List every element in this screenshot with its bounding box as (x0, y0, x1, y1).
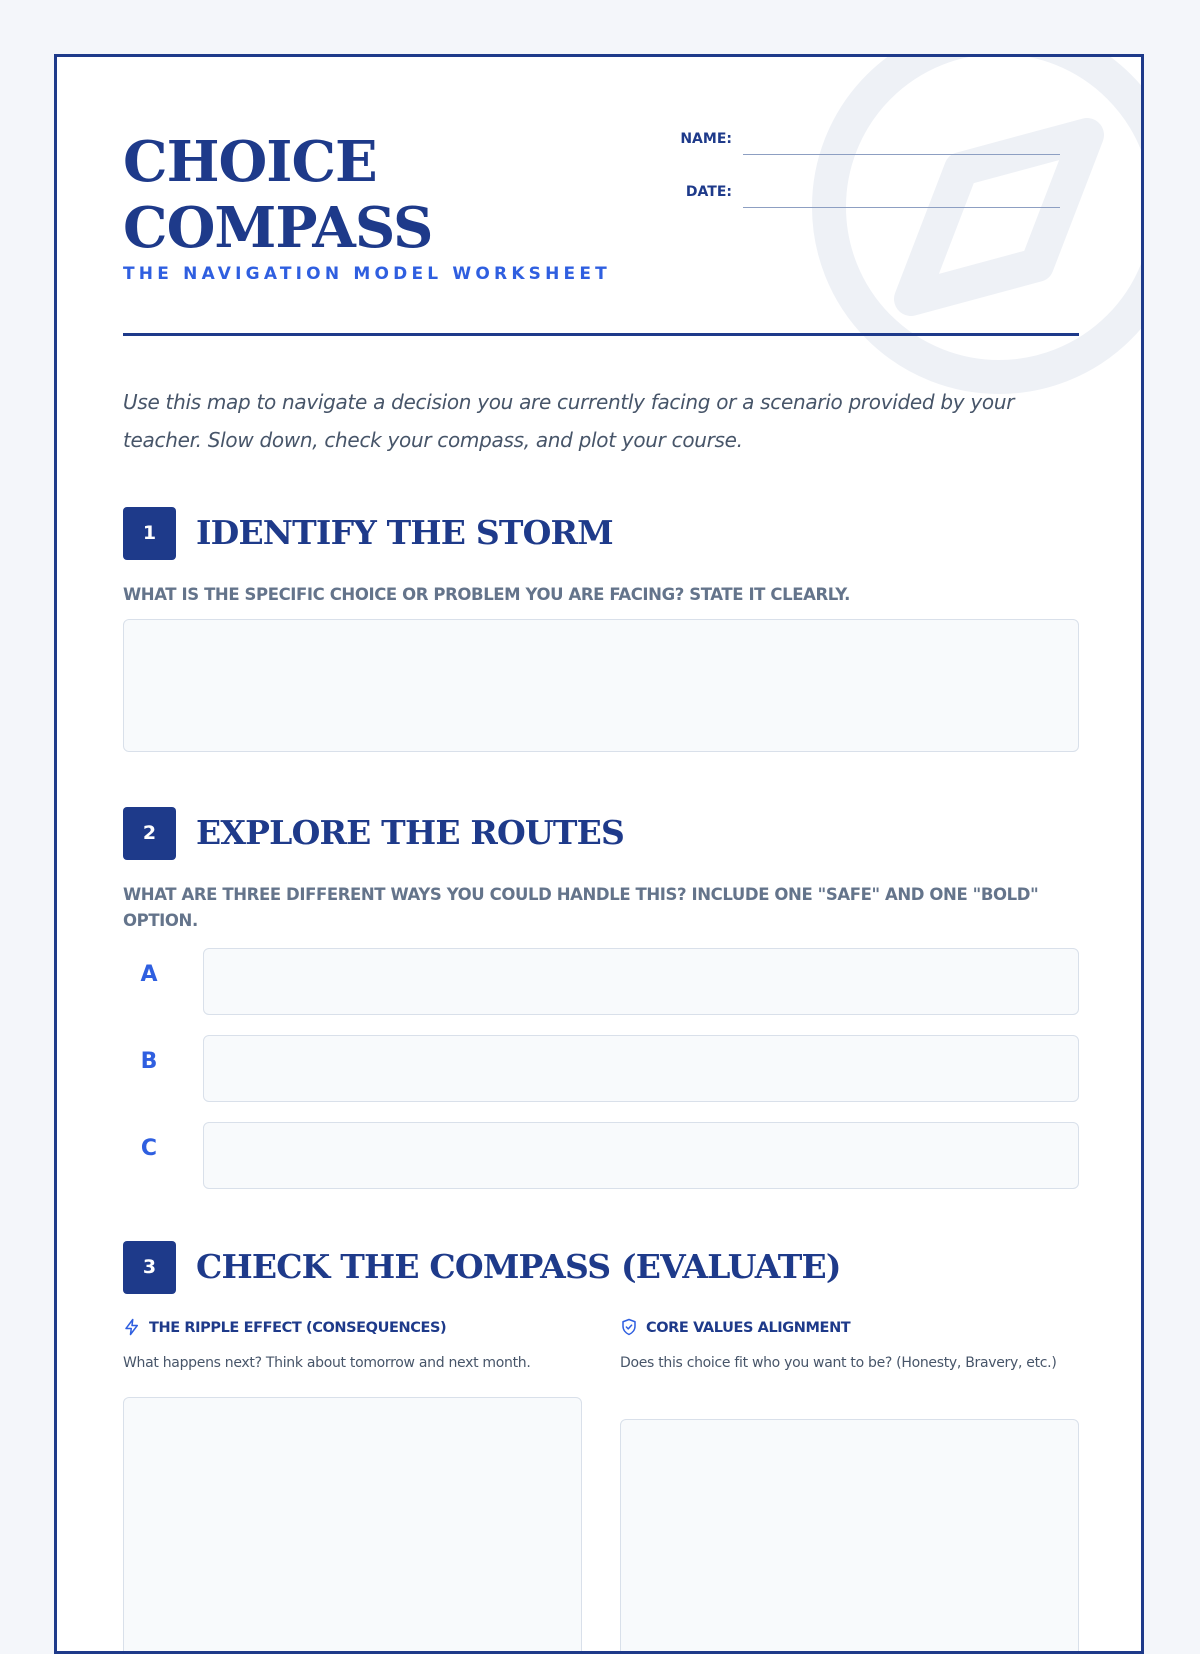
storm-answer-box[interactable] (123, 619, 1079, 752)
date-field[interactable] (743, 207, 1060, 208)
route-a-input[interactable] (203, 948, 1079, 1015)
core-values-title: CORE VALUES ALIGNMENT (646, 1320, 851, 1336)
section-1-title: IDENTIFY THE STORM (196, 513, 613, 552)
core-values-description: Does this choice fit who you want to be? (Honesty, Bravery, etc.) (620, 1355, 1057, 1371)
section-3-number-badge: 3 (123, 1241, 176, 1294)
worksheet-title (123, 129, 432, 261)
section-1-number-badge: 1 (123, 507, 176, 560)
worksheet-page (54, 54, 1144, 1654)
route-b-input[interactable] (203, 1035, 1079, 1102)
route-a-label: A (140, 962, 158, 987)
section-2-title: EXPLORE THE ROUTES (196, 813, 625, 852)
title-line-2: COMPASS (123, 195, 433, 261)
route-b-label: B (140, 1049, 158, 1074)
name-label: NAME: (680, 131, 732, 147)
worksheet-subtitle: THE NAVIGATION MODEL WORKSHEET (123, 264, 611, 284)
lightning-icon (123, 1318, 141, 1336)
intro-text: Use this map to navigate a decision you are currently facing or a scenario provided by your teacher. Slow down, check your compass, and plot your course. (123, 390, 1015, 452)
ripple-effect-answer-box[interactable] (123, 1397, 582, 1654)
compass-watermark-icon (799, 54, 1144, 407)
section-3-title: CHECK THE COMPASS (EVALUATE) (196, 1247, 841, 1286)
core-values-answer-box[interactable] (620, 1419, 1079, 1654)
date-label: DATE: (685, 184, 732, 200)
shield-icon (620, 1318, 638, 1336)
header-divider (123, 333, 1079, 336)
ripple-effect-title: THE RIPPLE EFFECT (CONSEQUENCES) (149, 1320, 447, 1336)
route-c-label: C (140, 1136, 158, 1161)
ripple-effect-description: What happens next? Think about tomorrow and next month. (123, 1355, 531, 1371)
section-1-prompt: WHAT IS THE SPECIFIC CHOICE OR PROBLEM YOU ARE FACING? STATE IT CLEARLY. (123, 585, 850, 604)
section-2-prompt: WHAT ARE THREE DIFFERENT WAYS YOU COULD HANDLE THIS? INCLUDE ONE "SAFE" AND ONE "BOLD" OPTION. (123, 885, 1039, 930)
route-c-input[interactable] (203, 1122, 1079, 1189)
title-line-1: CHOICE (123, 129, 377, 195)
section-2-number-badge: 2 (123, 807, 176, 860)
name-field[interactable] (743, 154, 1060, 155)
